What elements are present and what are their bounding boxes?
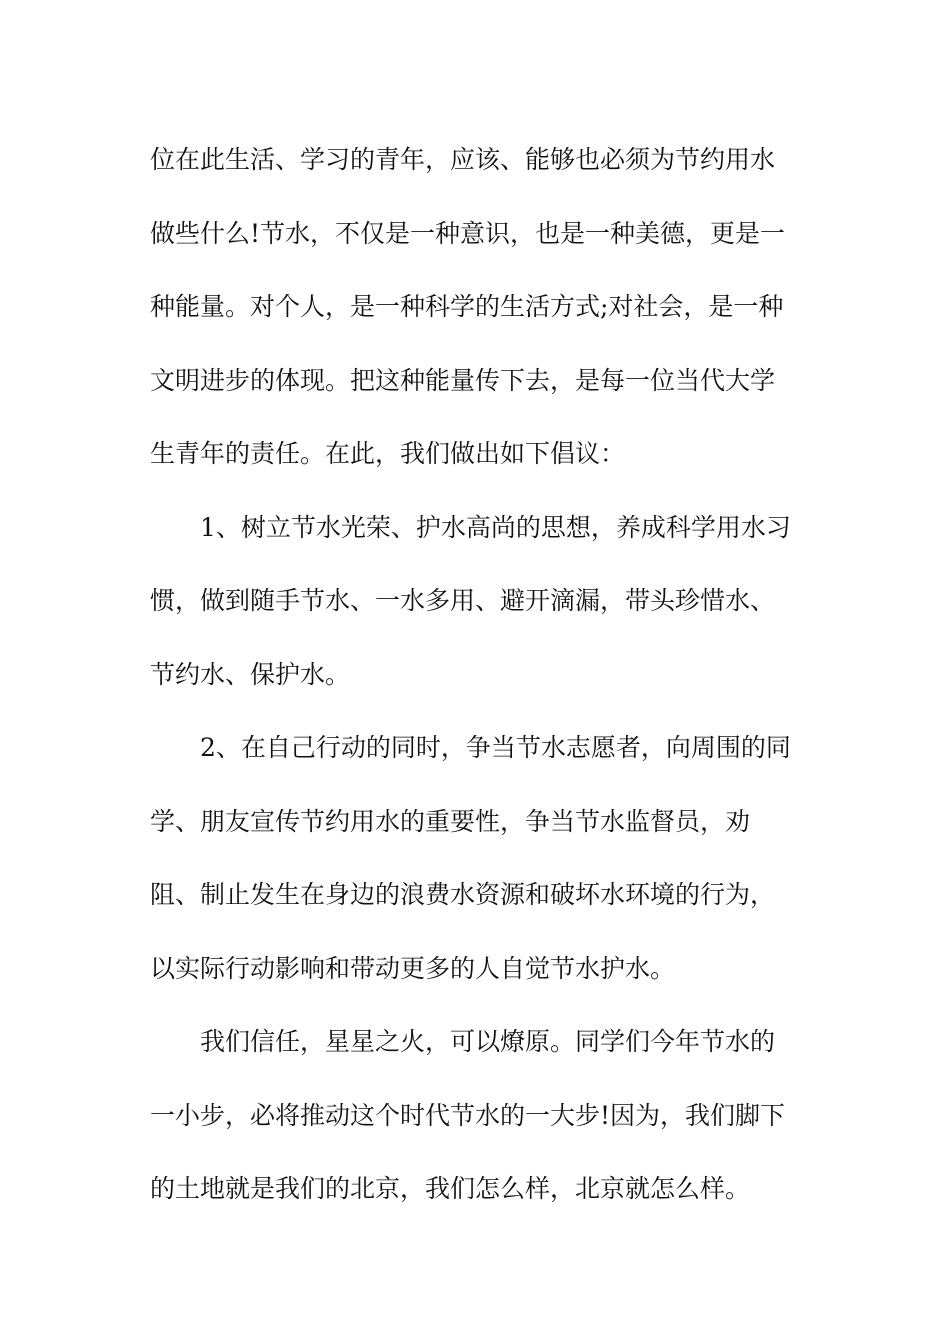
text-line: 生青年的责任。在此，我们做出如下倡议： [150,439,626,468]
text-line: 节约水、保护水。 [150,659,351,689]
closing-paragraph-line: 我们信任，星星之火，可以燎原。同学们今年节水的 [200,1027,776,1056]
document-body [150,123,820,1226]
text-line: 的土地就是我们的北京，我们怎么样，北京就怎么样。 [150,1174,751,1203]
text-line: 惯，做到随手节水、一水多用、避开滴漏，带头珍惜水、 [150,586,776,615]
text-line: 做些什么!节水，不仅是一种意识，也是一种美德，更是一 [150,218,786,248]
text-line: 位在此生活、学习的青年，应该、能够也必须为节约用水 [150,145,776,174]
text-line: 种能量。对个人，是一种科学的生活方式;对社会，是一种 [150,292,784,321]
proposal-2-line: 2、在自己行动的同时，争当节水志愿者，向周围的同 [200,733,791,762]
text-line: 阻、制止发生在身边的浪费水资源和破坏水环境的行为， [150,880,776,909]
text-line: 学、朋友宣传节约用水的重要性，争当节水监督员，劝 [150,806,751,836]
text-line: 文明进步的体现。把这种能量传下去，是每一位当代大学 [150,365,776,395]
text-line: 以实际行动影响和带动更多的人自觉节水护水。 [150,953,676,983]
text-line: 一小步，必将推动这个时代节水的一大步!因为，我们脚下 [150,1100,786,1130]
proposal-1-line: 1、树立节水光荣、护水高尚的思想，养成科学用水习 [200,512,791,542]
